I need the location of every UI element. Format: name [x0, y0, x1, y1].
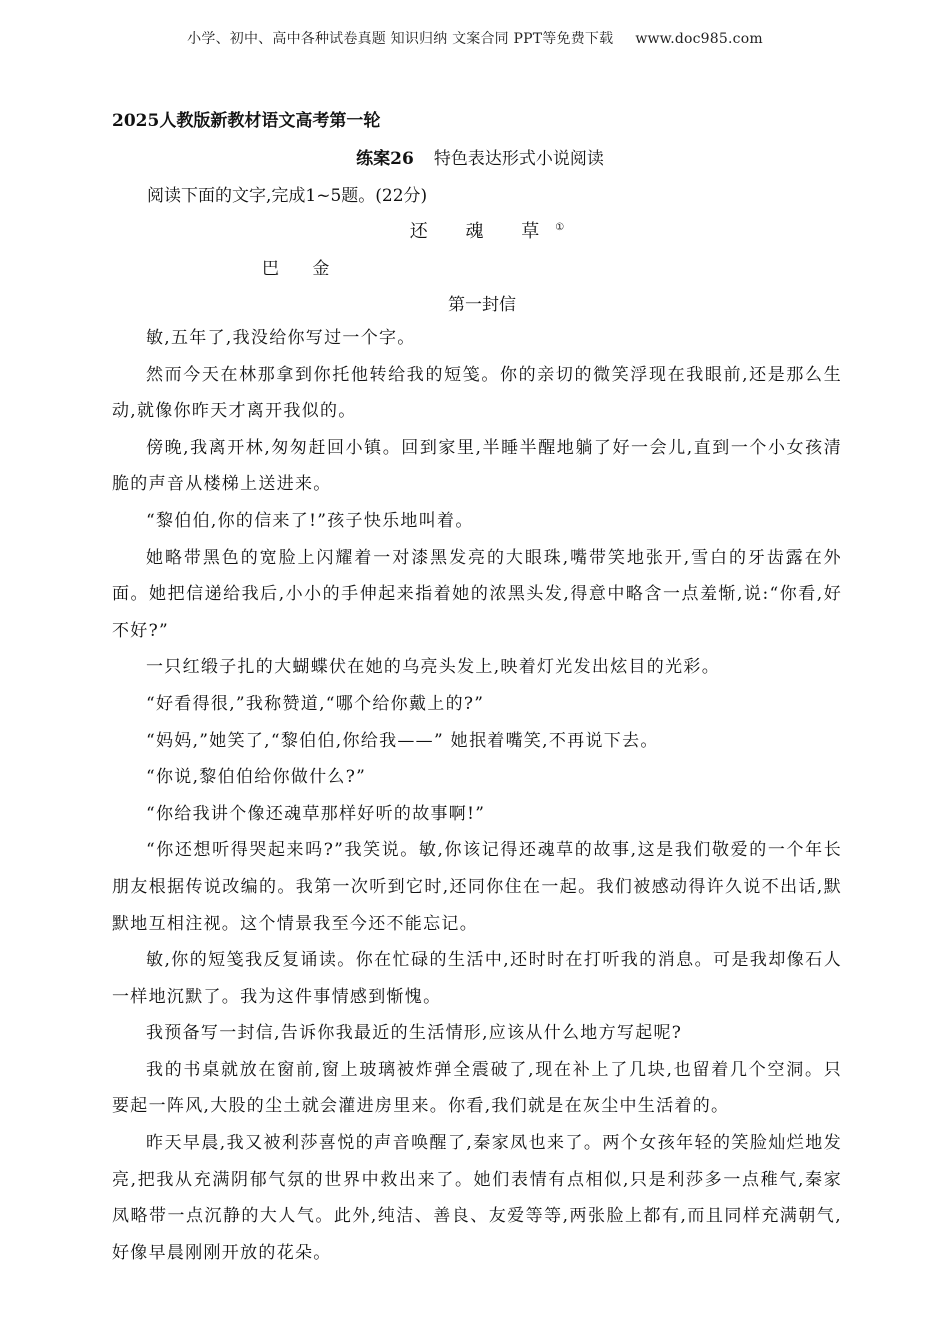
paragraph: “你还想听得哭起来吗?”我笑说。敏,你该记得还魂草的故事,这是我们敬爱的一个年长朋友根据传说改编的。我第一次听到它时,还同你住在一起。我们被感动得许久说不出话,默默地互相注视。这个情景我至今还不能忘记。: [112, 840, 842, 934]
lesson-number: 练案26: [356, 149, 414, 169]
paragraph: 然而今天在林那拿到你托他转给我的短笺。你的亲切的微笑浮现在我眼前,还是那么生动,就像你昨天才离开我似的。: [112, 364, 842, 422]
lesson-topic: 特色表达形式小说阅读: [433, 149, 604, 169]
paragraph: 傍晚,我离开林,匆匆赶回小镇。回到家里,半睡半醒地躺了好一会儿,直到一个小女孩清脆的声音从楼梯上送进来。: [112, 437, 842, 495]
paragraph: 一只红缎子扎的大蝴蝶伏在她的乌亮头发上,映着灯光发出炫目的光彩。: [146, 657, 721, 678]
story-author: 巴 金: [262, 259, 344, 279]
paragraph: 她略带黑色的宽脸上闪耀着一对漆黑发亮的大眼珠,嘴带笑地张开,雪白的牙齿露在外面。她把信递给我后,小小的手伸起来指着她的浓黑头发,得意中略含一点羞惭,说:“你看,好不好?”: [112, 547, 842, 641]
footnote-marker: ①: [555, 222, 565, 233]
story-title: [0, 217, 950, 243]
letter-heading: 第一封信: [448, 295, 516, 315]
document-title: 2025人教版新教材语文高考第一轮: [112, 111, 381, 131]
header-text: 小学、初中、高中各种试卷真题 知识归纳 文案合同 PPT等免费下载: [187, 31, 614, 47]
paragraph: 敏,五年了,我没给你写过一个字。: [146, 328, 416, 348]
paragraph: 我预备写一封信,告诉你我最近的生活情形,应该从什么地方写起呢?: [146, 1023, 683, 1044]
paragraph: “黎伯伯,你的信来了!”孩子快乐地叫着。: [146, 510, 474, 531]
paragraph: 我的书桌就放在窗前,窗上玻璃被炸弹全震破了,现在补上了几块,也留着几个空洞。只要起一阵风,大股的尘土就会灌进房里来。你看,我们就是在灰尘中生活着的。: [112, 1059, 842, 1117]
paragraph: “好看得很,”我称赞道,“哪个给你戴上的?”: [146, 693, 485, 714]
paragraph: “你说,黎伯伯给你做什么?”: [146, 767, 367, 788]
story-body: [112, 320, 842, 1271]
paragraph: 敏,你的短笺我反复诵读。你在忙碌的生活中,还时时在打听我的消息。可是我却像石人一样地沉默了。我为这件事情感到惭愧。: [112, 950, 842, 1007]
paragraph: “你给我讲个像还魂草那样好听的故事啊!”: [146, 803, 486, 824]
header-site-link[interactable]: www.doc985.com: [635, 31, 763, 47]
lesson-title: [0, 144, 950, 169]
story-title-text: 还 魂 草: [409, 221, 556, 242]
paragraph: 昨天早晨,我又被利莎喜悦的声音唤醒了,秦家凤也来了。两个女孩年轻的笑脸灿烂地发亮,把我从充满阴郁气氛的世界中救出来了。她们表情有点相似,只是利莎多一点稚气,秦家凤略带一点沉静的大人气。此外,纯洁、善良、友爱等等,两张脸上都有,而且同样充满朝气,好像早晨刚刚开放的花朵。: [112, 1133, 842, 1263]
paragraph: “妈妈,”她笑了,“黎伯伯,你给我——” 她抿着嘴笑,不再说下去。: [146, 730, 659, 751]
page-header: [0, 28, 950, 48]
reading-instruction: 阅读下面的文字,完成1~5题。(22分): [147, 186, 428, 206]
